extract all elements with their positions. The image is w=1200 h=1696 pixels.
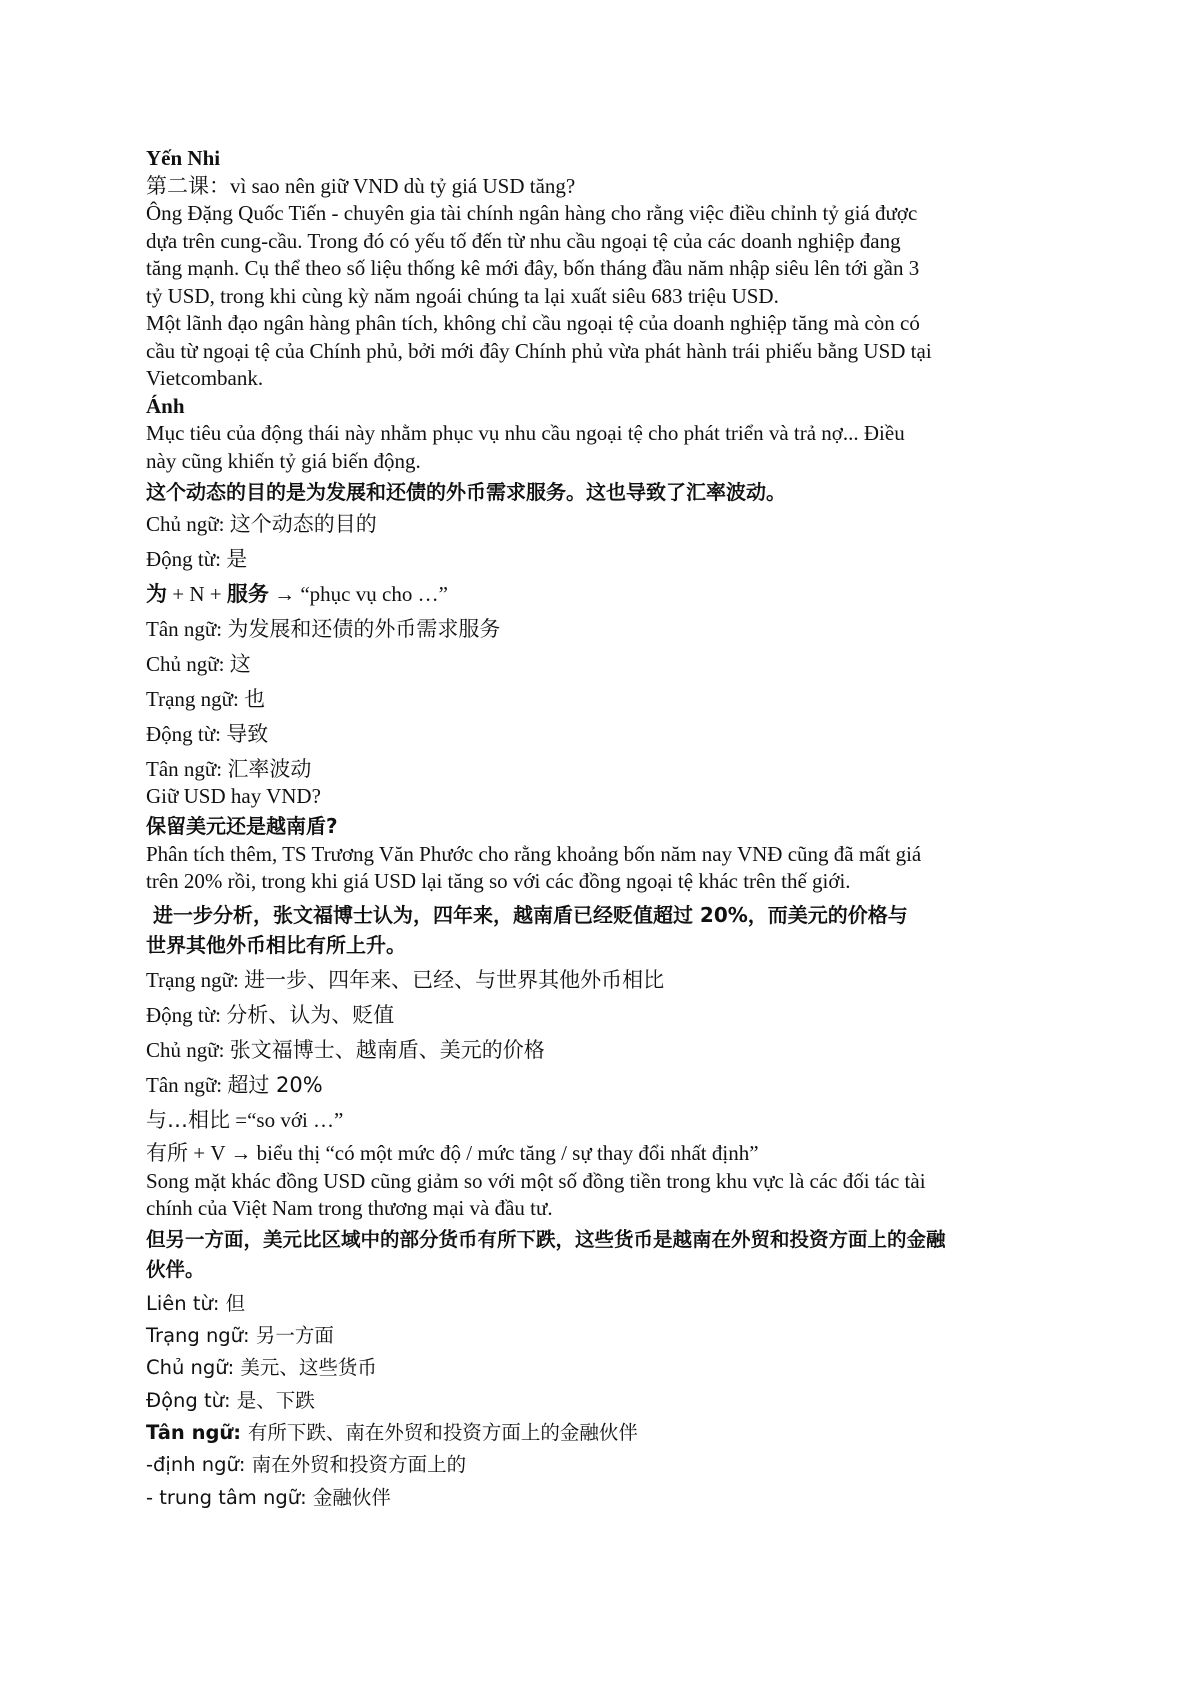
analysis-row <box>146 752 1076 787</box>
paragraph-line: tỷ USD, trong khi cùng kỳ năm ngoái chúng ta lại xuất siêu 683 triệu USD. <box>146 283 779 308</box>
author-name-2: Ánh <box>146 393 185 418</box>
analysis-label: Chủ ngữ: <box>146 512 230 536</box>
analysis-row <box>146 1482 1076 1514</box>
pattern-word: 为 <box>146 582 167 606</box>
analysis-label: Chủ ngữ: <box>146 652 230 676</box>
analysis-label: Chủ ngữ: <box>146 1356 241 1380</box>
analysis-row <box>146 1385 1076 1417</box>
analysis-row <box>146 1449 1076 1481</box>
paragraph-line: Ông Đặng Quốc Tiến - chuyên gia tài chính ngân hàng cho rằng việc điều chỉnh tỷ giá được <box>146 201 918 225</box>
analysis-label: Tân ngữ: <box>146 1421 248 1445</box>
analysis-value: 金融伙伴 <box>312 1485 391 1509</box>
lesson-heading <box>146 173 1076 201</box>
pattern-meaning: “phục vụ cho …” <box>300 582 448 606</box>
analysis-label: Trạng ngữ: <box>146 1323 256 1347</box>
analysis-value: 超过 20% <box>227 1072 323 1097</box>
analysis-value: 这 <box>229 652 251 676</box>
analysis-label: Động từ: <box>146 722 227 746</box>
analysis-value: 张文福博士、越南盾、美元的价格 <box>229 1037 545 1062</box>
analysis-label: Động từ: <box>146 1002 227 1027</box>
author-name: Yến Nhi <box>146 146 221 170</box>
grammar-analysis-1 <box>146 507 1076 787</box>
paragraph-line: cầu từ ngoại tệ của Chính phủ, bởi mới đây Chính phủ vừa phát hành trái phiếu bằng USD tại <box>146 338 932 363</box>
analysis-value: 是 <box>226 547 248 571</box>
analysis-row <box>146 998 1076 1033</box>
chinese-translation-3 <box>146 1225 1076 1285</box>
translation-line: 进一步分析，张文福博士认为，四年来，越南盾已经贬值超过 20%，而美元的价格与 <box>146 902 908 927</box>
document-body <box>146 145 1076 1514</box>
analysis-label: Tân ngữ: <box>146 617 228 641</box>
analysis-value: 美元、这些货币 <box>240 1356 377 1380</box>
translation-line: 世界其他外币相比有所上升。 <box>146 932 406 957</box>
section-heading-vi: Giữ USD hay VND? <box>146 784 321 808</box>
analysis-value: 南在外贸和投资方面上的 <box>251 1453 467 1477</box>
paragraph-4 <box>146 841 1076 896</box>
analysis-value: 汇率波动 <box>227 757 312 781</box>
paragraph-1 <box>146 200 1076 310</box>
analysis-row <box>146 1288 1076 1320</box>
grammar-pattern-wei-fuwu <box>146 577 1076 612</box>
paragraph-line: Vietcombank. <box>146 366 264 390</box>
chinese-translation-1: 这个动态的目的是为发展和还债的外币需求服务。这也导致了汇率波动。 <box>146 480 786 504</box>
analysis-value: 导致 <box>226 722 269 746</box>
analysis-row <box>146 1033 1076 1068</box>
pattern-meaning: + V → biểu thị “có một mức độ / mức tăng / sự thay đổi nhất định” <box>188 1140 759 1165</box>
pattern-word: 与…相比 <box>146 1107 230 1132</box>
analysis-label: -định ngữ: <box>146 1453 252 1477</box>
pattern-word: 服务 <box>226 582 269 606</box>
analysis-row <box>146 612 1076 647</box>
paragraph-line: Song mặt khác đồng USD cũng giảm so với một số đồng tiền trong khu vực là các đối tác tài <box>146 1168 926 1193</box>
arrow-icon: → <box>268 582 301 606</box>
paragraph-line: trên 20% rồi, trong khi giá USD lại tăng so với các đồng ngoại tệ khác trên thế giới. <box>146 869 851 893</box>
analysis-label: Chủ ngữ: <box>146 1037 230 1062</box>
analysis-value: 为发展和还债的外币需求服务 <box>227 617 501 641</box>
paragraph-line: Mục tiêu của động thái này nhằm phục vụ nhu cầu ngoại tệ cho phát triển và trả nợ... Điều <box>146 421 905 445</box>
analysis-label: Động từ: <box>146 1388 237 1412</box>
analysis-label: Liên từ: <box>146 1291 226 1315</box>
analysis-row <box>146 1068 1076 1103</box>
pattern-word: 有所 <box>146 1140 188 1165</box>
translation-line: 但另一方面，美元比区域中的部分货币有所下跌，这些货币是越南在外贸和投资方面上的金融 <box>146 1227 946 1251</box>
section-heading-zh: 保留美元还是越南盾? <box>146 813 338 838</box>
analysis-row <box>146 963 1076 998</box>
analysis-value: 进一步、四年来、已经、与世界其他外币相比 <box>244 967 665 992</box>
analysis-row <box>146 1417 1076 1449</box>
chinese-translation-2 <box>146 900 1076 960</box>
analysis-row <box>146 682 1076 717</box>
analysis-value: 有所下跌、南在外贸和投资方面上的金融伙伴 <box>247 1421 638 1445</box>
lesson-title: vì sao nên giữ VND dù tỷ giá USD tăng? <box>230 173 576 198</box>
analysis-value: 这个动态的目的 <box>229 512 377 536</box>
grammar-pattern-yu-xiangbi <box>146 1103 1076 1138</box>
analysis-value: 但 <box>225 1291 246 1315</box>
grammar-analysis-2 <box>146 963 1076 1168</box>
analysis-label: Tân ngữ: <box>146 757 228 781</box>
analysis-value: 另一方面 <box>255 1323 334 1347</box>
paragraph-2 <box>146 310 1076 393</box>
analysis-label: - trung tâm ngữ: <box>146 1485 313 1509</box>
paragraph-line: này cũng khiến tỷ giá biến động. <box>146 448 421 473</box>
grammar-analysis-3 <box>146 1288 1076 1515</box>
analysis-label: Trạng ngữ: <box>146 687 245 711</box>
paragraph-line: tăng mạnh. Cụ thể theo số liệu thống kê mới đây, bốn tháng đầu năm nhập siêu lên tới gần 3 <box>146 256 920 280</box>
analysis-label: Tân ngữ: <box>146 1072 228 1097</box>
analysis-row <box>146 647 1076 682</box>
paragraph-line: dựa trên cung-cầu. Trong đó có yếu tố đến từ nhu cầu ngoại tệ của các doanh nghiệp đang <box>146 228 901 253</box>
analysis-row <box>146 1320 1076 1352</box>
analysis-value: 是、下跌 <box>236 1388 315 1412</box>
paragraph-line: Phân tích thêm, TS Trương Văn Phước cho rằng khoảng bốn năm nay VNĐ cũng đã mất giá <box>146 841 922 866</box>
paragraph-line: Một lãnh đạo ngân hàng phân tích, không chỉ cầu ngoại tệ của doanh nghiệp tăng mà còn có <box>146 311 920 335</box>
paragraph-5 <box>146 1168 1076 1223</box>
translation-line: 伙伴。 <box>146 1257 205 1281</box>
analysis-value: 分析、认为、贬值 <box>226 1002 395 1027</box>
analysis-row <box>146 507 1076 542</box>
analysis-label: Động từ: <box>146 547 227 571</box>
analysis-value: 也 <box>244 687 266 711</box>
analysis-row <box>146 542 1076 577</box>
pattern-meaning: =“so với …” <box>230 1107 344 1132</box>
paragraph-3 <box>146 420 1076 475</box>
analysis-row <box>146 717 1076 752</box>
lesson-label: 第二课： <box>146 173 230 198</box>
pattern-formula: + N + <box>167 582 227 606</box>
analysis-label: Trạng ngữ: <box>146 967 245 992</box>
paragraph-line: chính của Việt Nam trong thương mại và đầu tư. <box>146 1196 553 1220</box>
analysis-row <box>146 1352 1076 1384</box>
grammar-pattern-yousuo <box>146 1138 1076 1168</box>
